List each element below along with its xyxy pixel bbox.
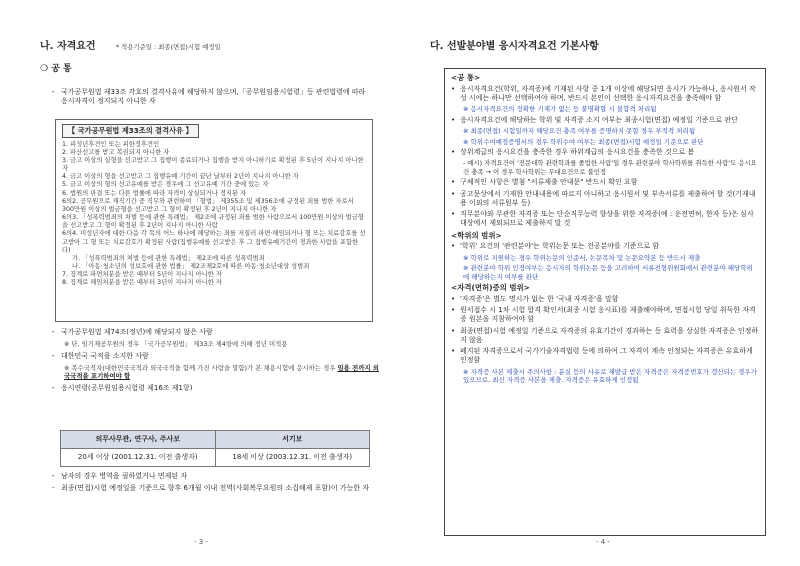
intro-paragraph: - 국가공무원법 제33조 각호의 결격사유에 해당하지 않으며,「공무원임용시험령」등 관련법령에 따라 응시자격이 정지되지 아니한 자 [52,88,366,106]
list-item-text: 폐지된 자격증으로서 국가기술자격법령 등에 의하여 그 자격이 계속 인정되는 자격증은 유효하게 인정함 [460,347,753,365]
requirements-box [444,68,766,536]
left-section-header [40,40,380,53]
disqualification-item: 가. 「성폭력범죄의 처벌 등에 관한 특례법」 제2조에 따른 성폭력범죄 [72,254,265,262]
disqualification-item: 6의3. 「성폭력범죄의 처벌 등에 관한 특례법」 제2조에 규정된 죄를 범한 사람으로서 100만원 이상의 벌금형을 선고받고 그 형이 확정된 후 2년이 지나지 아니한 사람 [62,214,364,230]
note-item: ※ 학위로 지원하는 경우 학위논문의 인준서, 논문목차 및 논문요약본 등 반드시 제출 [463,253,701,262]
list-item-text: 응시자격요건에 해당하는 학위 및 자격증 소지 여부는 최종시험(면접) 예정일 기준으로 판단 [460,115,738,124]
list-item-text: '학위' 요건의 '관련분야'는 학위논문 또는 전공분야를 기준으로 함 [460,242,660,251]
list-item-text: 최종(면접)시험 예정일 기준으로 자격증의 유효기간이 경과하는 등 효력을 상실한 자격증은 인정하지 않음 [460,326,759,344]
disqualification-item: 2. 파산선고를 받고 복권되지 아니한 자 [62,148,170,156]
bullet-icon: • [451,306,456,315]
bullet-icon: • [451,210,456,219]
section-title: 나. 자격요건 [40,41,96,52]
disqualification-item: 1. 피성년후견인 또는 피한정후견인 [62,140,160,148]
bullet-icon: • [451,295,456,304]
common-heading: ❍ 공 통 [40,64,72,74]
list-item-text: 구체적인 사항은 별첨 "서류제출 안내문" 반드시 확인 요함 [460,178,638,187]
common-list [451,85,759,229]
license-list [451,295,759,385]
disqualification-item: 6. 법원의 판결 또는 다른 법률에 따라 자격이 상실되거나 정지된 자 [62,189,247,197]
page-number: - 3 - [194,538,208,546]
list-item: - 대한민국 국적을 소지한 사람 [52,351,149,360]
military-requirements [52,472,382,496]
list-item [451,148,759,157]
bullet-icon: • [451,115,456,124]
common-heading: <공 통> [451,73,481,82]
list-item [451,178,759,187]
list-item: - 남자의 경우 병역을 필하였거나 면제된 자 [52,472,188,480]
note-item: ※ 학위수여예정증명서의 경우 학위수여 여부는 최종(면접)시험 예정일 기준으로 판단 [463,137,704,146]
table-header: 의무사무관, 연구사, 주사보 [61,431,216,449]
list-item [451,242,759,251]
bullet-icon: • [451,189,456,198]
list-item [451,190,759,208]
table-cell: 18세 이상 (2003.12.31. 이전 출생자) [215,449,370,467]
intro-text: 국가공무원법 제33조 각호의 결격사유에 해당하지 않으며,「공무원임용시험령」등 관련법령에 따라 응시자격이 정지되지 아니한 자 [61,88,366,106]
bullet-icon: • [451,178,456,187]
disqualification-item: 6의4. 미성년자에 대한 다음 각 목의 어느 하나에 해당하는 죄를 저질러 파면·해임되거나 형 또는 치료감호를 선고받아 그 형 또는 치료감호가 확정된 사람(집행유예를 선고받은 후 그 집행유예기간이 경과한 사람을 포함한다) [62,230,366,254]
list-note: ※ 복수국적자(대한민국국적과 외국국적을 함께 가진 사람을 말함)가 본 채용시험에 응시하는 경우 임용 전까지 외국국적을 포기하여야 함 [64,363,379,381]
list-note: ※ 단, 임기제공무원의 경우 「국가공무원법」 제33조 제4항에 의해 정년 미적용 [64,340,288,349]
section-note: * 적용기준일 : 최종(면접)시험 예정일 [115,43,221,51]
right-page [400,0,800,566]
bullet-icon: • [451,347,456,356]
list-item [451,327,759,345]
disqualification-title: 【 국가공무원법 제33조의 결격사유 】 [62,124,199,138]
degree-heading: <학위의 범위> [451,230,502,240]
requirement-list [52,328,382,396]
note-item: ※ 관련분야 학위 인정여부는 응시자의 학위논문 등을 고려하여 서류전형위원회에서 관련분야 해당학위에 해당하는지 여부를 판단 [463,264,753,281]
dual-nationality-emphasis: 임용 전까지 외국국적을 포기하여야 함 [64,363,379,381]
page-number: - 4 - [596,538,610,546]
list-item-text: 상위계급의 응시요건을 충족한 경우 하위계급의 응시요건을 충족한 것으로 봄 [460,148,695,157]
note-item: ※ 자격증 사본 제출시 주의사항 : 분실 등의 사유로 재발급 받은 자격증은 자격증번호가 갱신되는 경우가 있으므로, 최신 자격증 사본을 제출. 자격증은 유효하게 인정됨 [463,367,758,385]
list-item [451,210,759,228]
list-item: - 응시연령(공무원임용시험령 제16조 제1항) [52,383,193,392]
list-item [451,85,759,103]
list-item [451,306,759,324]
list-item [451,347,759,365]
disqualification-box [55,119,373,322]
table-header: 서기보 [215,431,370,449]
disqualification-item: 7. 징계로 파면처분을 받은 때부터 5년이 지나지 아니한 자 [62,271,222,279]
list-item: - 국가공무원법 제74조(정년)에 해당되지 않은 사람 [52,328,213,336]
list-item-text: 공고문상에서 기재한 안내내용에 따르지 아니하고 응시원서 및 부속서류를 제출하여 할 것(기재내용 이외의 서류원부 등) [460,189,756,207]
bullet-icon: • [451,84,456,93]
list-item-text: '자격증'은 별도 명시가 없는 한 '국내 자격증'을 말함 [460,295,619,304]
age-table [60,430,370,467]
disqualification-item: 8. 징계로 해임처분을 받은 때부터 3년이 지나지 아니한 자 [62,279,222,287]
list-item-text: 응시자격요건(학위, 자격증)에 기재된 사항 중 1개 이상에 해당되면 응시가 가능하나, 응시원서 작성 시에는 하나만 선택하여야 하며, 반드시 본인이 선택한 응시자격요건을 충족해야 함 [460,84,756,102]
disqualification-item: 4. 금고 이상의 형을 선고받고 그 집행유예 기간이 끝난 날부터 2년이 지나지 아니한 자 [62,173,299,181]
disqualification-item: 3. 금고 이상의 실형을 선고받고 그 집행이 종료되거나 집행을 받지 아니하기로 확정된 후 5년이 지나지 아니한 자 [62,156,364,173]
disqualification-list [62,141,366,288]
note-item: ※ 최종(면접) 시험일까지 해당요건 충족 여부를 증명하지 못할 경우 부적격 처리됨 [463,127,696,136]
section-title: 다. 선발분야별 응시자격요건 기본사항 [430,41,599,52]
degree-list [451,242,759,281]
list-item-text: 직무분야와 무관한 자격증 또는 단순직무능력 향상을 위한 자격증(예 : 운전면허, 한자 등)은 심사대상에서 제외되므로 제출하지 말 것 [460,210,754,228]
disqualification-item: 5. 금고 이상의 형의 선고유예를 받은 경우에 그 선고유예 기간 중에 있는 자 [62,181,269,189]
list-item-text: 원서접수 시 1차 시험 합격 확인서(최종 시험 응시표)를 제출해야하며, 면접시험 당일 취득한 자격증 원본을 지참하여야 함 [460,306,756,324]
bullet-icon: • [451,148,456,157]
bullet-icon: • [451,326,456,335]
list-item [451,116,759,125]
disqualification-item: 나. 「아동·청소년의 성보호에 관한 법률」 제2조제2호에 따른 아동·청소년대상 성범죄 [72,263,310,271]
example-item: - 예시) 자격요건이 '전문대학 관련학과를 졸업한 사람'일 경우 관련분야 학사학위를 취득한 사람'도 응시요건 충족 → 이 경우 학사학위는 무대요건으로 불인정 [463,159,757,176]
list-item [451,295,759,304]
bullet-icon: • [451,242,456,251]
table-cell: 20세 이상 (2001.12.31. 이전 출생자) [61,449,216,467]
note-item: ※ 응시자격요건의 정확한 기재가 없는 등 불명확할 시 불합격 처리됨 [463,105,657,114]
list-item: - 최종(면접)시험 예정일을 기준으로 향후 6개월 이내 전역(사회복무요원의 소집해제 포함)이 가능한 자 [52,484,370,493]
disqualification-item: 6의2. 공무원으로 재직기간 중 직무와 관련하여 「형법」 제355조 및 제356조에 규정된 죄를 범한 자로서 300만원 이상의 벌금형을 선고받고 그 형이 확정된 후 2년이 지나지 아니한 자 [62,197,354,213]
license-heading: <자격(면허)증의 범위> [451,283,530,293]
